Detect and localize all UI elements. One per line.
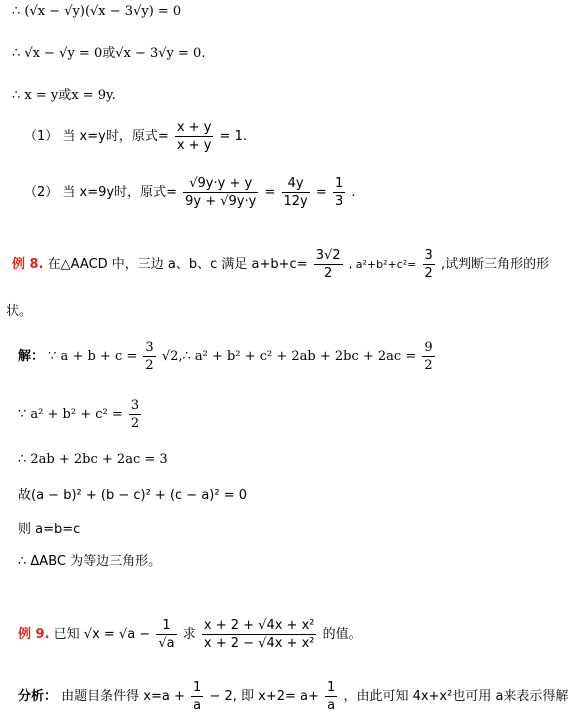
example-9-text: 已知 √x = √a − [53, 627, 151, 642]
solution-l2a: ∵ a² + b² + c² = [18, 407, 123, 422]
case-1-num: x + y [176, 120, 212, 135]
solution-frac1-den: 2 [145, 358, 154, 373]
solution-frac2-num: 9 [424, 340, 433, 355]
case-1 [24, 120, 247, 153]
solution-l1b: √2,∴ a² + b² + c² + 2ab + 2bc + 2ac = [161, 349, 417, 364]
case-1-den: x + y [176, 138, 212, 153]
analysis-frac2-num: 1 [327, 680, 336, 695]
analysis-frac1-num: 1 [193, 680, 202, 695]
example-9-frac1-den: √a [158, 636, 175, 651]
case-2-mid-den: 12y [283, 194, 308, 209]
analysis-fraction-2 [325, 680, 337, 713]
line-3: ∴ x = y或x = 9y. [12, 88, 116, 103]
line-2: ∴ √x − √y = 0或√x − 3√y = 0. [12, 46, 206, 61]
solution-l1a: ∵ a + b + c = [48, 349, 138, 364]
case-2-eq1: = [264, 185, 276, 200]
example-8-frac1-num: 3√2 [315, 248, 341, 263]
example-8-text-3: ,试判断三角形的形 [440, 257, 550, 272]
example-9-frac2-num: x + 2 + √4x + x² [203, 618, 315, 633]
example-8-frac2-den: 2 [424, 266, 433, 281]
example-9-text-3: 的值。 [322, 627, 362, 642]
solution-frac3-num: 3 [130, 398, 140, 413]
solution-fraction-1 [143, 340, 155, 373]
solution-line-5: 则 a=b=c [18, 522, 81, 537]
case-2 [24, 176, 356, 209]
example-8-tail: 状。 [6, 304, 33, 319]
solution-line-2 [18, 398, 143, 431]
example-8-label: 例 8. [12, 257, 44, 272]
case-1-prefix: （1） 当 x=y时，原式= [24, 129, 169, 144]
case-2-prefix: （2） 当 x=9y时，原式= [24, 185, 177, 200]
case-2-den: 9y + √9y·y [185, 194, 257, 209]
solution-line-3: ∴ 2ab + 2bc + 2ac = 3 [18, 452, 168, 467]
case-2-result-num: 1 [334, 176, 344, 191]
example-8-text: 在△AACD 中，三边 a、b、c 满足 a+b+c= [47, 257, 308, 272]
example-8 [12, 248, 549, 281]
solution-label: 解： [18, 349, 45, 364]
solution-frac2-den: 2 [424, 358, 433, 373]
example-8-frac2-num: 3 [424, 248, 433, 263]
example-8-frac1-den: 2 [324, 266, 333, 281]
solution-line-1 [18, 340, 437, 373]
analysis-frac2-den: a [327, 698, 336, 713]
analysis-frac1-den: a [193, 698, 202, 713]
case-2-eq2: = [315, 185, 327, 200]
example-9-text-2: 求 [182, 627, 196, 642]
analysis-label: 分析： [18, 689, 58, 704]
solution-line-4: 故(a − b)² + (b − c)² + (c − a)² = 0 [18, 488, 248, 503]
solution-fraction-2 [422, 340, 434, 373]
solution-frac3-den: 2 [130, 416, 140, 431]
example-8-text-2: , a²+b²+c²= [348, 258, 417, 271]
example-9-frac1-num: 1 [156, 618, 176, 635]
case-2-period: . [351, 185, 356, 200]
solution-frac1-num: 3 [145, 340, 154, 355]
example-8-fraction-2 [423, 248, 435, 281]
analysis-text-2: − 2, 即 x+2= a+ [209, 689, 319, 704]
example-9 [18, 618, 362, 651]
case-1-fraction [175, 120, 214, 153]
analysis-text-3: ，由此可知 4x+x²也可用 a来表示得解 [343, 689, 568, 704]
example-9-frac2-den: x + 2 − √4x + x² [203, 636, 315, 651]
solution-fraction-3 [129, 398, 141, 431]
line-1: ∴ (√x − √y)(√x − 3√y) = 0 [12, 4, 182, 19]
case-2-mid-fraction [282, 176, 310, 209]
case-2-num: √9y·y + y [183, 176, 258, 193]
case-2-result-den: 3 [334, 194, 344, 209]
case-2-result-fraction [333, 176, 345, 209]
case-1-suffix: = 1. [219, 129, 247, 144]
case-2-fraction [183, 176, 258, 209]
example-9-label: 例 9. [18, 627, 50, 642]
example-8-fraction-1 [314, 248, 343, 281]
solution-line-6: ∴ ΔABC 为等边三角形。 [18, 554, 162, 569]
analysis [18, 680, 568, 713]
example-9-fraction-1 [156, 618, 176, 651]
analysis-text: 由题目条件得 x=a + [61, 689, 185, 704]
case-2-mid-num: 4y [282, 176, 310, 193]
analysis-fraction-1 [191, 680, 203, 713]
example-9-fraction-2 [202, 618, 317, 651]
